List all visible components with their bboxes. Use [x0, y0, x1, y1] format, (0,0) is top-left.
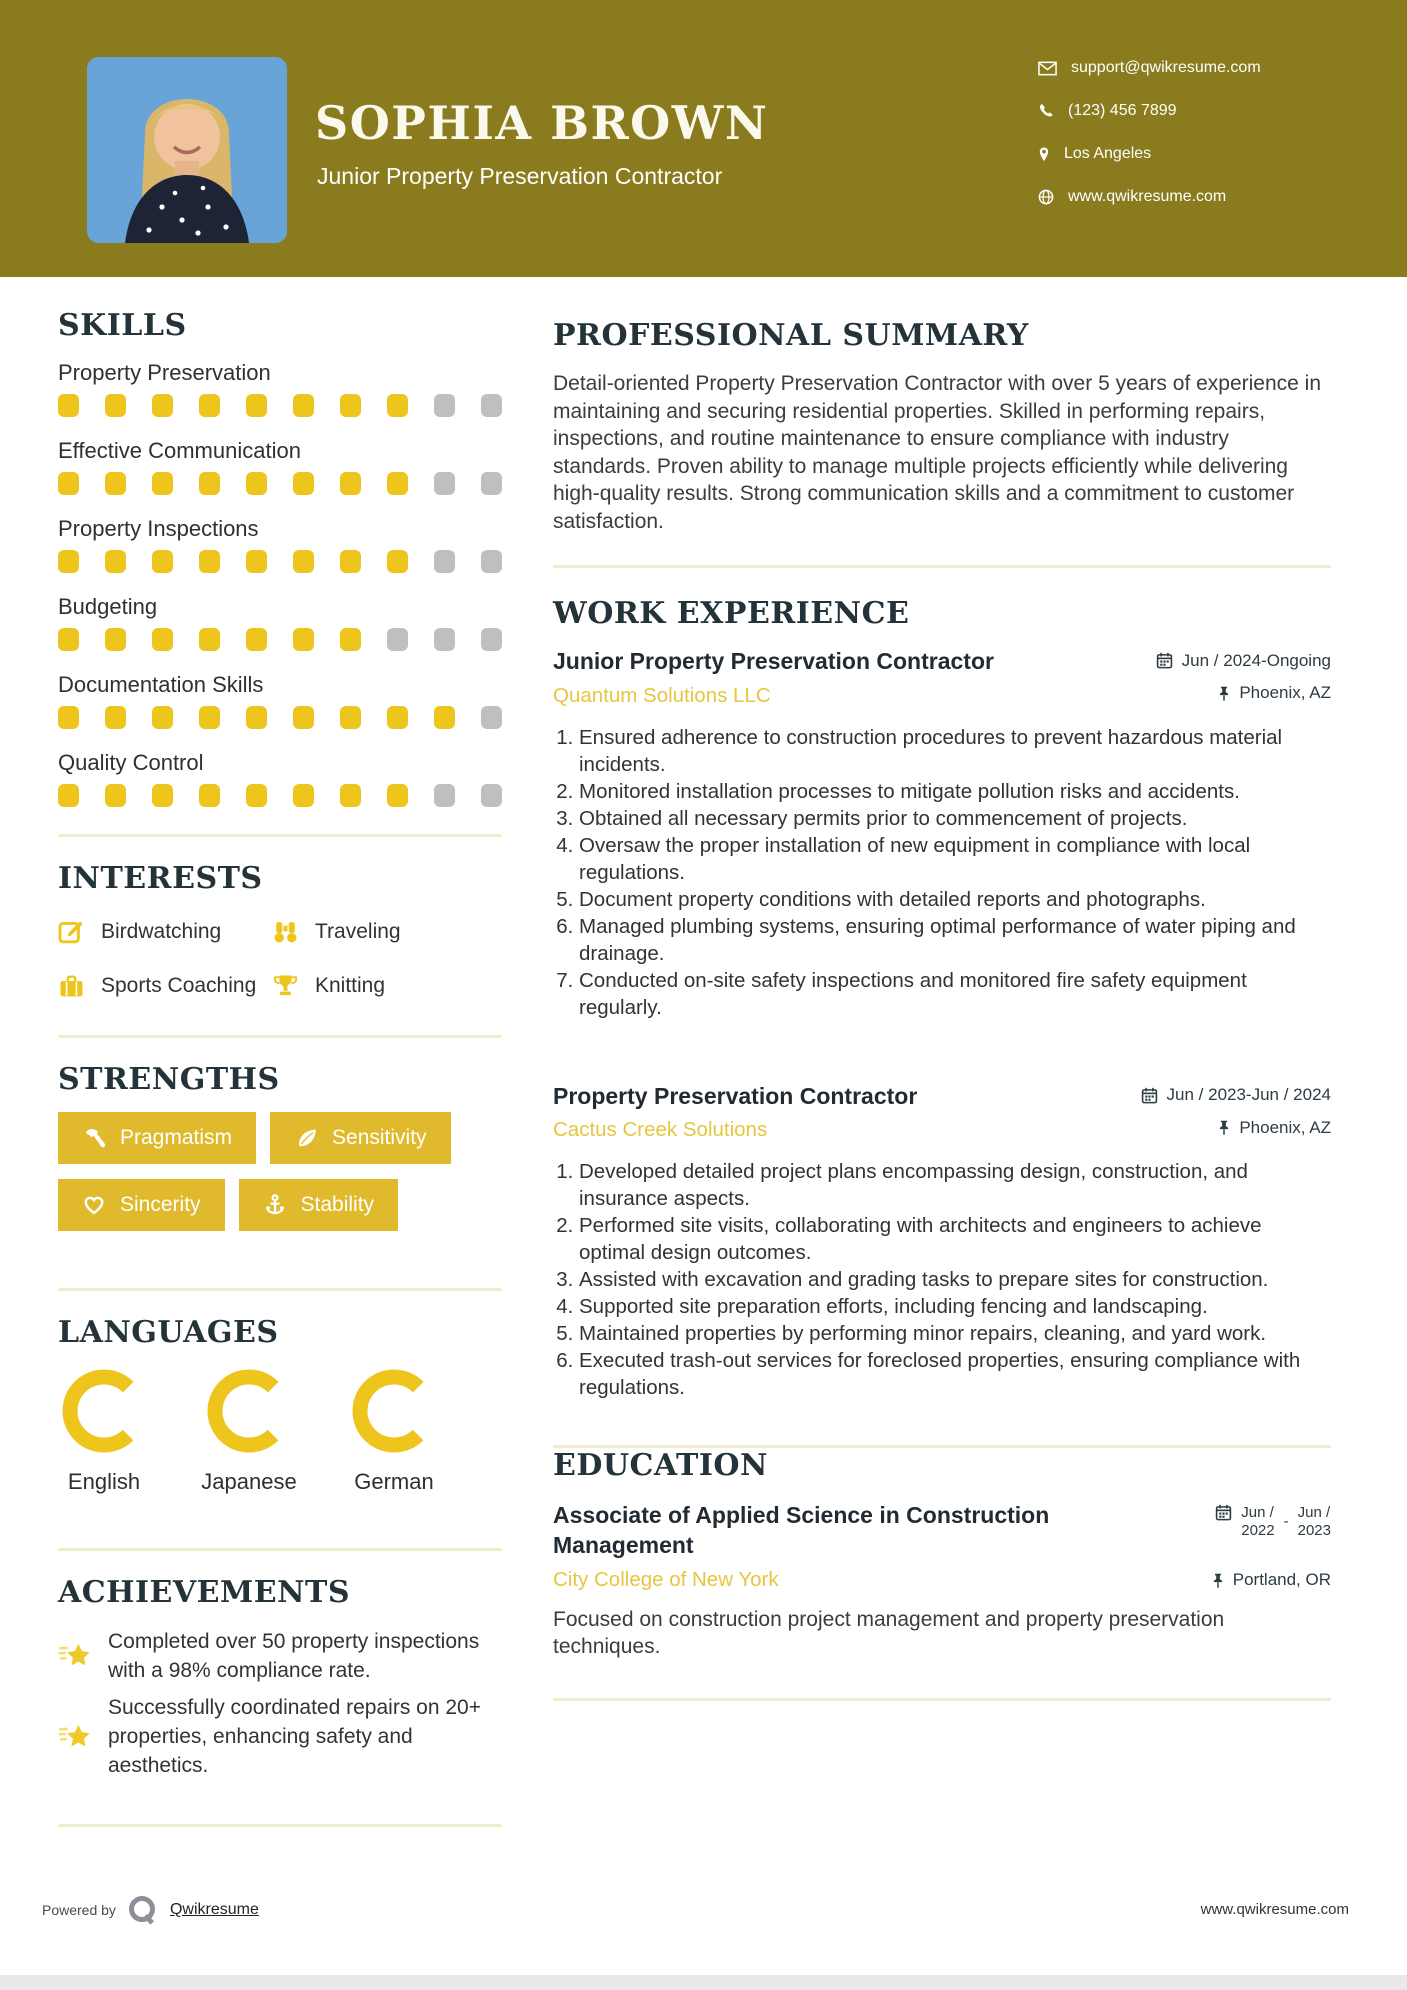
anchor-icon	[263, 1193, 287, 1217]
section-divider	[553, 565, 1331, 568]
language-label: Japanese	[201, 1469, 297, 1494]
section-divider	[58, 834, 502, 837]
education-heading: EDUCATION	[553, 1448, 768, 1483]
achievement-item	[58, 1627, 502, 1685]
job-bullet: 1. Developed detailed project plans encompassing design, construction, and insurance aspects.	[579, 1158, 1331, 1212]
shooting-star-icon	[58, 1629, 94, 1685]
contact-row	[1038, 57, 1261, 79]
languages-list	[58, 1365, 502, 1495]
strength-label: Pragmatism	[120, 1126, 233, 1149]
skill-dot	[340, 628, 361, 651]
job-dates	[1141, 1085, 1331, 1105]
skill-label: Documentation Skills	[58, 672, 264, 697]
strength-label: Stability	[300, 1193, 375, 1216]
school-name: City College of New York	[553, 1568, 779, 1591]
education-school-row	[553, 1568, 1331, 1592]
interests-heading: INTERESTS	[58, 861, 263, 896]
header-banner	[0, 0, 1407, 277]
job-header-row	[553, 1083, 1331, 1110]
globe-icon	[1038, 189, 1054, 205]
section-divider	[58, 1288, 502, 1291]
interests-list	[58, 913, 502, 1005]
job-bullet: 5. Maintained properties by performing minor repairs, cleaning, and yard work.	[579, 1320, 1331, 1347]
section-divider	[553, 1698, 1331, 1701]
contact-text[interactable]: www.qwikresume.com	[1068, 188, 1227, 205]
skill-label: Property Inspections	[58, 516, 259, 541]
skill-dot	[152, 394, 173, 417]
job-bullet: 2. Performed site visits, collaborating with architects and engineers to achieve optimal design outcomes.	[579, 1212, 1331, 1266]
skill-dot	[105, 706, 126, 729]
shooting-star-icon	[58, 1695, 94, 1780]
skill-level-dots	[58, 394, 502, 417]
strength-badge	[239, 1179, 399, 1231]
contact-list	[1038, 57, 1261, 229]
skill-dot	[434, 394, 455, 417]
skill-dot	[293, 472, 314, 495]
skill-dot	[340, 394, 361, 417]
skill-dot	[58, 784, 79, 807]
job-bullet: 3. Assisted with excavation and grading tasks to prepare sites for construction.	[579, 1266, 1331, 1293]
strength-label: Sincerity	[120, 1193, 201, 1216]
skill-dot	[246, 394, 267, 417]
skill-dot	[105, 394, 126, 417]
skill-level-dots	[58, 550, 502, 573]
language-item	[348, 1365, 440, 1495]
profile-photo	[87, 57, 287, 243]
skill-dot	[152, 784, 173, 807]
job-bullet: 5. Document property conditions with detailed reports and photographs.	[579, 886, 1331, 913]
language-label: German	[354, 1469, 434, 1494]
skill-dot	[387, 550, 408, 573]
job-title: Property Preservation Contractor	[553, 1082, 918, 1109]
profile-photo-illustration	[87, 57, 287, 243]
skill-dot	[481, 784, 502, 807]
section-divider	[58, 1824, 502, 1827]
skill-dot	[58, 394, 79, 417]
skill-dot	[152, 472, 173, 495]
job-entry	[553, 1083, 1331, 1402]
summary-heading: PROFESSIONAL SUMMARY	[553, 318, 1029, 353]
briefcase-icon	[58, 973, 85, 1000]
job-location-text: Phoenix, AZ	[1239, 1117, 1331, 1137]
job-bullet: 4. Supported site preparation efforts, including fencing and landscaping.	[579, 1293, 1331, 1320]
skill-level-dots	[58, 472, 502, 495]
section-divider	[58, 1035, 502, 1038]
strength-badge	[58, 1112, 256, 1164]
education-dates	[1215, 1504, 1331, 1560]
skill-dot	[387, 706, 408, 729]
job-header-row	[553, 648, 1331, 675]
jobs	[553, 648, 1331, 1401]
degree-title: Associate of Applied Science in Construction Management	[553, 1502, 1050, 1558]
skill-dot	[340, 472, 361, 495]
skills-heading: SKILLS	[58, 308, 187, 343]
interest-item	[58, 913, 272, 951]
achievements-heading: ACHIEVEMENTS	[58, 1575, 351, 1610]
job-location-text: Phoenix, AZ	[1239, 683, 1331, 702]
skill-dot	[105, 550, 126, 573]
skill-dot	[340, 706, 361, 729]
achievement-text: Successfully coordinated repairs on 20+ properties, enhancing safety and aesthetics.	[108, 1696, 481, 1777]
skill-dot	[340, 784, 361, 807]
skill-dot	[246, 472, 267, 495]
skill-dot	[246, 784, 267, 807]
contact-text: Los Angeles	[1064, 145, 1152, 162]
languages-heading: LANGUAGES	[58, 1315, 279, 1350]
leaf-icon	[294, 1126, 318, 1150]
job-bullet: 4. Oversaw the proper installation of new equipment in compliance with local regulations.	[579, 832, 1331, 886]
skill-dot	[293, 706, 314, 729]
skill-dot	[481, 706, 502, 729]
contact-row	[1038, 100, 1261, 122]
skill-level-dots	[58, 628, 502, 651]
education-date-from: Jun / 2022	[1241, 1504, 1275, 1539]
job-bullet: 3. Obtained all necessary permits prior to commencement of projects.	[579, 805, 1331, 832]
skill-dot	[293, 628, 314, 651]
skill-dot	[58, 706, 79, 729]
pencil-square-icon	[58, 919, 85, 946]
skill-dot	[481, 472, 502, 495]
job-company-row	[553, 683, 1331, 708]
skill-dot	[199, 550, 220, 573]
education-description: Focused on construction project management and property preservation techniques.	[553, 1608, 1225, 1658]
skill-dot	[293, 550, 314, 573]
job-company-row	[553, 1118, 1331, 1143]
education-date-to: Jun / 2023	[1297, 1504, 1331, 1539]
interest-label: Sports Coaching	[101, 974, 257, 997]
skill-dot	[434, 784, 455, 807]
powered-by-label: Powered by	[42, 1902, 116, 1918]
strength-label: Sensitivity	[332, 1126, 427, 1149]
pushpin-icon	[1212, 1572, 1224, 1589]
strengths-heading: STRENGTHS	[58, 1062, 280, 1097]
skill-dot	[199, 706, 220, 729]
contact-row	[1038, 143, 1261, 165]
skill-dot	[58, 628, 79, 651]
education-location: Portland, OR	[1212, 1568, 1331, 1592]
skill-dot	[434, 550, 455, 573]
skill-dot	[199, 628, 220, 651]
calendar-icon	[1141, 1087, 1158, 1104]
skill-dot	[387, 394, 408, 417]
contact-text[interactable]: support@qwikresume.com	[1071, 59, 1261, 76]
pushpin-icon	[1218, 685, 1230, 702]
company-name: Quantum Solutions LLC	[553, 683, 771, 707]
phone-icon	[1038, 103, 1054, 119]
heart-icon	[82, 1193, 106, 1217]
binoculars-icon	[272, 919, 299, 946]
summary-text: Detail-oriented Property Preservation Contractor with over 5 years of experience in maintaining and securing residential properties. Skilled in performing repairs, inspections, and routine maintenance to ensure compliance with industry standards. Proven ability to manage multiple projects efficiently while delivering high-quality results. Strong communication skills and a commitment to customer satisfaction.	[553, 372, 1322, 533]
skill-dot	[293, 394, 314, 417]
achievement-item	[58, 1693, 502, 1780]
qwikresume-logo-icon	[126, 1893, 160, 1927]
calendar-icon	[1215, 1504, 1232, 1521]
skill-dot	[434, 472, 455, 495]
language-item	[58, 1365, 150, 1495]
skill-dot	[434, 706, 455, 729]
language-label: English	[67, 1469, 141, 1494]
skill-dot	[152, 706, 173, 729]
skill-dot	[246, 550, 267, 573]
skill-dot	[246, 706, 267, 729]
strengths-list	[58, 1112, 502, 1246]
skill-label: Budgeting	[58, 594, 158, 619]
job-location	[1218, 683, 1331, 703]
skill-dot	[434, 628, 455, 651]
job-bullet: 1. Ensured adherence to construction procedures to prevent hazardous material incidents.	[579, 724, 1331, 778]
strength-badge	[270, 1112, 451, 1164]
skill-dot	[105, 784, 126, 807]
achievement-text: Completed over 50 property inspections with a 98% compliance rate.	[108, 1630, 480, 1682]
skill-dot	[199, 394, 220, 417]
job-dates-text: Jun / 2023-Jun / 2024	[1166, 1085, 1331, 1104]
skill-dot	[152, 550, 173, 573]
company-name: Cactus Creek Solutions	[553, 1118, 768, 1141]
right-column	[553, 318, 1331, 1701]
skill-level-dots	[58, 706, 502, 729]
email-icon	[1038, 61, 1057, 76]
education-entry	[553, 1500, 1331, 1560]
job-bullet: 6. Executed trash-out services for foreclosed properties, ensuring compliance with regulations.	[579, 1347, 1331, 1401]
achievements-list	[58, 1627, 502, 1780]
trophy-icon	[272, 973, 299, 1000]
left-column	[58, 308, 502, 1827]
skill-level-dots	[58, 784, 502, 807]
language-level-arc	[203, 1365, 295, 1457]
education-date-separator: -	[1283, 1513, 1289, 1530]
job-title: Junior Property Preservation Contractor	[553, 648, 994, 674]
skill-dot	[105, 628, 126, 651]
job-location	[1218, 1118, 1331, 1138]
language-level-arc	[348, 1365, 440, 1457]
job-bullet: 6. Managed plumbing systems, ensuring optimal performance of water piping and drainage.	[579, 913, 1331, 967]
candidate-name: SOPHIA BROWN	[315, 96, 769, 150]
job-dates	[1156, 651, 1331, 671]
skill-dot	[481, 628, 502, 651]
language-item	[203, 1365, 295, 1495]
skill-label: Effective Communication	[58, 438, 301, 463]
skill-dot	[58, 550, 79, 573]
footer-site-link[interactable]: www.qwikresume.com	[1200, 1901, 1349, 1918]
skill-dot	[58, 472, 79, 495]
pushpin-icon	[1218, 1119, 1230, 1136]
skill-dot	[152, 628, 173, 651]
skill-dot	[340, 550, 361, 573]
job-bullet-list	[553, 724, 1331, 1021]
strength-badge	[58, 1179, 225, 1231]
job-bullet-list	[553, 1158, 1331, 1401]
skill-dot	[481, 394, 502, 417]
contact-text[interactable]: (123) 456 7899	[1068, 102, 1177, 119]
page-bottom-strip	[0, 1975, 1407, 1990]
experience-heading: WORK EXPERIENCE	[553, 596, 910, 631]
skill-dot	[105, 472, 126, 495]
interest-label: Knitting	[315, 974, 386, 997]
contact-row	[1038, 186, 1261, 208]
skill-label: Property Preservation	[58, 360, 271, 385]
job-bullet: 7. Conducted on-site safety inspections and monitored fire safety equipment regularly.	[579, 967, 1331, 1021]
interest-item	[58, 967, 272, 1005]
skill-dot	[387, 784, 408, 807]
footer-branding	[42, 1893, 259, 1927]
job-bullet: 2. Monitored installation processes to mitigate pollution risks and accidents.	[579, 778, 1331, 805]
interest-label: Traveling	[315, 920, 401, 943]
interest-item	[272, 913, 502, 951]
candidate-title: Junior Property Preservation Contractor	[317, 163, 723, 189]
location-icon	[1038, 146, 1050, 163]
skill-dot	[387, 472, 408, 495]
skill-dot	[199, 472, 220, 495]
hammer-icon	[82, 1126, 106, 1150]
skills-list	[58, 360, 502, 807]
skill-dot	[246, 628, 267, 651]
skill-dot	[293, 784, 314, 807]
section-divider	[58, 1548, 502, 1551]
calendar-icon	[1156, 652, 1173, 669]
qwikresume-link[interactable]: Qwikresume	[169, 1901, 259, 1918]
job-entry	[553, 648, 1331, 1021]
job-dates-text: Jun / 2024-Ongoing	[1181, 650, 1331, 670]
interest-item	[272, 967, 502, 1005]
skill-dot	[387, 628, 408, 651]
language-level-arc	[58, 1365, 150, 1457]
skill-label: Quality Control	[58, 750, 204, 775]
interest-label: Birdwatching	[101, 920, 222, 943]
skill-dot	[481, 550, 502, 573]
skill-dot	[199, 784, 220, 807]
